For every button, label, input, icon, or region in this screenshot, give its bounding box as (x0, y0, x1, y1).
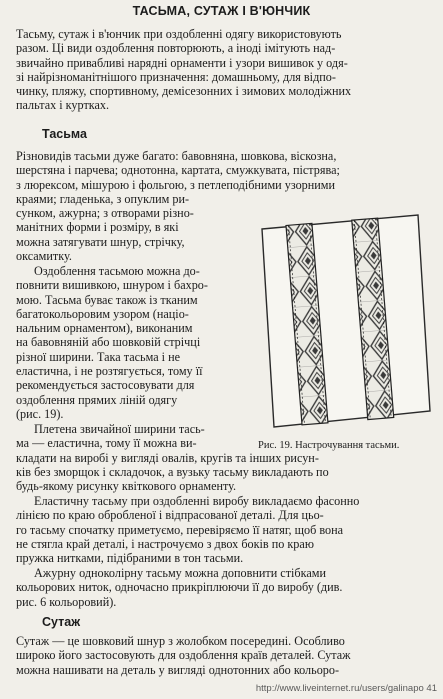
text-line: манітних форми і розміру, в які (16, 220, 179, 235)
text-line: Різновидів тасьми дуже багато: бавовняна, шовкова, віскозна, (16, 149, 337, 163)
intro-line: пальтах і куртках. (16, 98, 110, 113)
page-number: 41 (426, 683, 437, 694)
text-line: лінією по краю обробленої і відпрасованої деталі. Для цьо- (16, 508, 324, 523)
text-line: пружка нитками, підібраними в тон тасьми. (16, 551, 244, 566)
text-line: краями; гладенька, з опуклим ри- (16, 191, 190, 206)
sutazh-paragraph-1 (16, 634, 434, 677)
text-line: ків без зморщок і складочок, а вузьку тасьму викладають по (16, 464, 329, 479)
text-line: оздоблення прямих ліній одягу (16, 392, 178, 407)
text-line: сунком, ажурна; з отворами різно- (16, 206, 194, 221)
text-line: не стягла край деталі, і настрочуємо з двох боків по краю (16, 536, 314, 551)
text-line: повнити вишивкою, шнуром і бахро- (16, 278, 208, 293)
text-line: багатокольоровим узором (націо- (16, 306, 189, 321)
text-line: з люрексом, мішурою і фольгою, з петлеподібними узорними (16, 177, 336, 192)
text-line: рекомендується застосовувати для (16, 378, 195, 393)
source-url: http://www.liveinternet.ru/users/galinapo (255, 683, 424, 694)
text-line: кладати на виробі у вигляді овалів, кругів та інших рисун- (16, 450, 319, 465)
text-line: Сутаж — це шовковий шнур з жолобком посередині. Особливо (16, 634, 345, 648)
text-line: (рис. 19). (16, 406, 64, 421)
tasma-paragraph-4 (16, 494, 434, 565)
text-line: Еластичну тасьму при оздобленні виробу викладаємо фасонно (34, 494, 360, 508)
text-line: широко його застосовують для оздоблення країв деталей. Сутаж (16, 648, 351, 663)
intro-line: разом. Ці види оздоблення повторюють, а іноді імітують над- (16, 41, 336, 56)
text-line: Плетена звичайної ширини тась- (34, 422, 205, 436)
figure-19-tape-stitching (258, 213, 434, 433)
intro-line: звичайно привабливі нарядні орнаменти і узори вишивок у одя- (16, 55, 348, 70)
text-line: оксамитку. (16, 249, 72, 264)
intro-line: Тасьму, сутаж і в'юнчик при оздобленні одягу використовують (16, 27, 342, 41)
text-line: різної ширини. Така тасьма і не (16, 349, 181, 364)
text-line: Оздоблення тасьмою можна до- (34, 264, 200, 278)
text-line: кольорових ниток, одночасно прикріплюючи її до виробу (див. (16, 580, 343, 595)
text-line: будь-якому рисунку квіткового орнаменту. (16, 479, 237, 494)
tape-stitching-illustration (258, 213, 434, 433)
text-line: шерстяна і парчева; однотонна, картата, смужкувата, пістрява; (16, 163, 340, 178)
text-line: на бавовняній або шовковій стрічці (16, 335, 201, 350)
text-line: можна нашивати на деталь у вигляді однотонних або кольоро- (16, 662, 340, 677)
text-line: ма — еластична, тому її можна ви- (16, 436, 197, 451)
tasma-paragraph-5 (16, 566, 434, 609)
text-line: Ажурну одноколірну тасьму можна доповнити стібками (34, 566, 327, 580)
intro-paragraph (16, 27, 434, 113)
text-line: нальним орнаментом), виконаним (16, 321, 193, 336)
tasma-paragraph-2 (16, 264, 252, 421)
tasma-heading: Тасьма (42, 127, 87, 141)
sutazh-heading: Сутаж (42, 615, 81, 629)
intro-line: зі найрізноманітнішого призначення: домашньому, для відпо- (16, 69, 336, 84)
text-line: мою. Тасьма буває також із тканим (16, 292, 198, 307)
text-line: можна затягувати шнур, стрічку, (16, 234, 185, 249)
figure-caption: Рис. 19. Настрочування тасьми. (258, 440, 400, 451)
page-footer (0, 683, 443, 694)
intro-line: чинку, пляжу, спортивному, демісезонних і зимових молодіжних (16, 84, 352, 99)
text-line: рис. 6 кольоровий). (16, 594, 117, 609)
section-title: ТАСЬМА, СУТАЖ І В'ЮНЧИК (132, 4, 311, 18)
text-line: го тасьму спочатку приметуємо, перевіряємо її натяг, щоб вона (16, 522, 344, 537)
text-line: еластична, і не розтягується, тому її (16, 364, 203, 379)
